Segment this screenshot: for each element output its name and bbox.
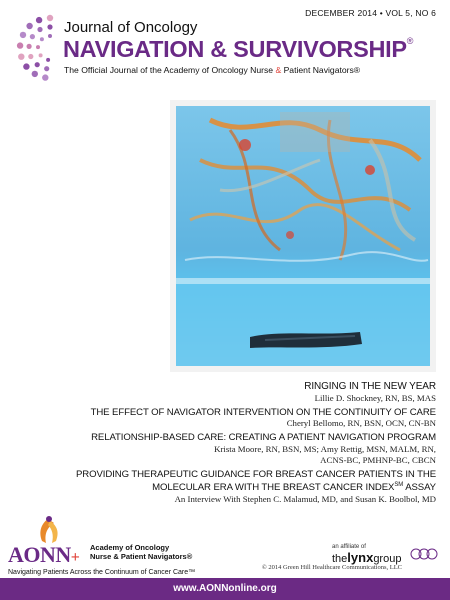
article-title-line (0, 480, 436, 494)
logo-dot (36, 45, 40, 49)
article-authors: An Interview With Stephen C. Malamud, MD, and Susan K. Boolbol, MD (174, 493, 436, 504)
logo-dot (47, 15, 53, 21)
logo-dot (37, 27, 42, 32)
logo-dot (23, 63, 29, 69)
aonn-registered: ® (186, 551, 193, 561)
article-authors: ACNS-BC, PMHNP-BC, CBCN (320, 454, 436, 465)
logo-dot (42, 74, 48, 80)
logo-dot (46, 58, 50, 62)
tagline-start: The Official Journal of the Academy of Oncology Nurse (64, 65, 276, 75)
copyright-notice: © 2014 Green Hill Healthcare Communications, LLC (261, 564, 402, 571)
plus-icon: + (70, 549, 80, 566)
article-title: THE EFFECT OF NAVIGATOR INTERVENTION ON THE CONTINUITY OF CARE (90, 406, 436, 418)
logo-dot (36, 17, 42, 23)
lynx-the: the (332, 553, 348, 565)
aonn-trademark: ™ (188, 569, 196, 576)
article-authors: Cheryl Bellomo, RN, BSN, OCN, CN-BN (286, 418, 436, 428)
logo-dot (17, 42, 23, 48)
lynx-main: lynx (347, 550, 374, 565)
article-title-part: ASSAY (405, 482, 436, 494)
aonn-full-name (90, 544, 192, 561)
logo-dot (39, 53, 43, 57)
issue-date: DECEMBER 2014 • VOL 5, NO 6 (305, 8, 436, 18)
logo-dot (48, 34, 52, 38)
article-item (0, 469, 436, 505)
article-item (0, 381, 436, 404)
lynx-wordmark (332, 550, 401, 565)
journal-tagline (64, 65, 360, 75)
logo-dot (18, 54, 24, 60)
article-title-part: MOLECULAR ERA WITH THE BREAST CANCER INDEX (152, 482, 395, 494)
dots-logo-icon (8, 14, 68, 82)
lynx-circles-icon (410, 546, 438, 562)
registered-mark: ® (406, 36, 414, 46)
logo-dot (32, 71, 38, 77)
logo-dot (26, 23, 32, 29)
article-item (0, 407, 436, 430)
tagline-end: Patient Navigators (281, 65, 354, 75)
service-mark: SM (394, 482, 404, 488)
lynx-group: group (373, 553, 402, 565)
logo-dot (20, 32, 26, 38)
abstract-painting-image (170, 100, 436, 372)
article-authors: Lillie D. Shockney, RN, BS, MAS (314, 392, 436, 403)
logo-dot (30, 34, 35, 39)
aonn-line-1: Academy of Oncology (90, 543, 170, 552)
aonn-slogan (8, 569, 195, 576)
logo-dot (47, 24, 52, 29)
journal-title-text: NAVIGATION & SURVIVORSHIP (63, 36, 407, 62)
logo-dot (35, 62, 40, 67)
journal-title (63, 36, 413, 63)
tagline-ampersand: & (275, 65, 282, 75)
article-title: PROVIDING THERAPEUTIC GUIDANCE FOR BREAST CANCER PATIENTS IN THE (76, 468, 436, 480)
logo-dot (28, 54, 33, 59)
tagline-registered: ® (353, 65, 361, 75)
cover-painting (170, 100, 436, 372)
article-title: RELATIONSHIP-BASED CARE: CREATING A PATIENT NAVIGATION PROGRAM (91, 432, 436, 443)
aonn-slogan-text: Navigating Patients Across the Continuum of Cancer Care (8, 569, 189, 576)
logo-dot (27, 44, 32, 49)
article-title: RINGING IN THE NEW YEAR (304, 381, 436, 392)
aonn-line-2-text: Nurse & Patient Navigators (90, 551, 187, 561)
footer-bar (0, 578, 450, 600)
logo-dot (40, 37, 44, 41)
article-item (0, 432, 436, 466)
aonn-figure-icon (28, 515, 68, 545)
aonn-wordmark (8, 542, 79, 568)
logo-dot (44, 66, 49, 71)
aonn-letters: AONN (8, 542, 71, 567)
journal-name-prefix: Journal of Oncology (64, 19, 198, 36)
website-link[interactable]: www.AONNonline.org (173, 583, 277, 594)
aonn-line-2 (90, 553, 192, 562)
aonn-logo (8, 515, 208, 577)
article-list (0, 381, 436, 508)
affiliate-label: an affiliate of (332, 544, 366, 550)
article-authors: Krista Moore, RN, BSN, MS; Amy Rettig, MSN, MALM, RN, (214, 443, 436, 454)
